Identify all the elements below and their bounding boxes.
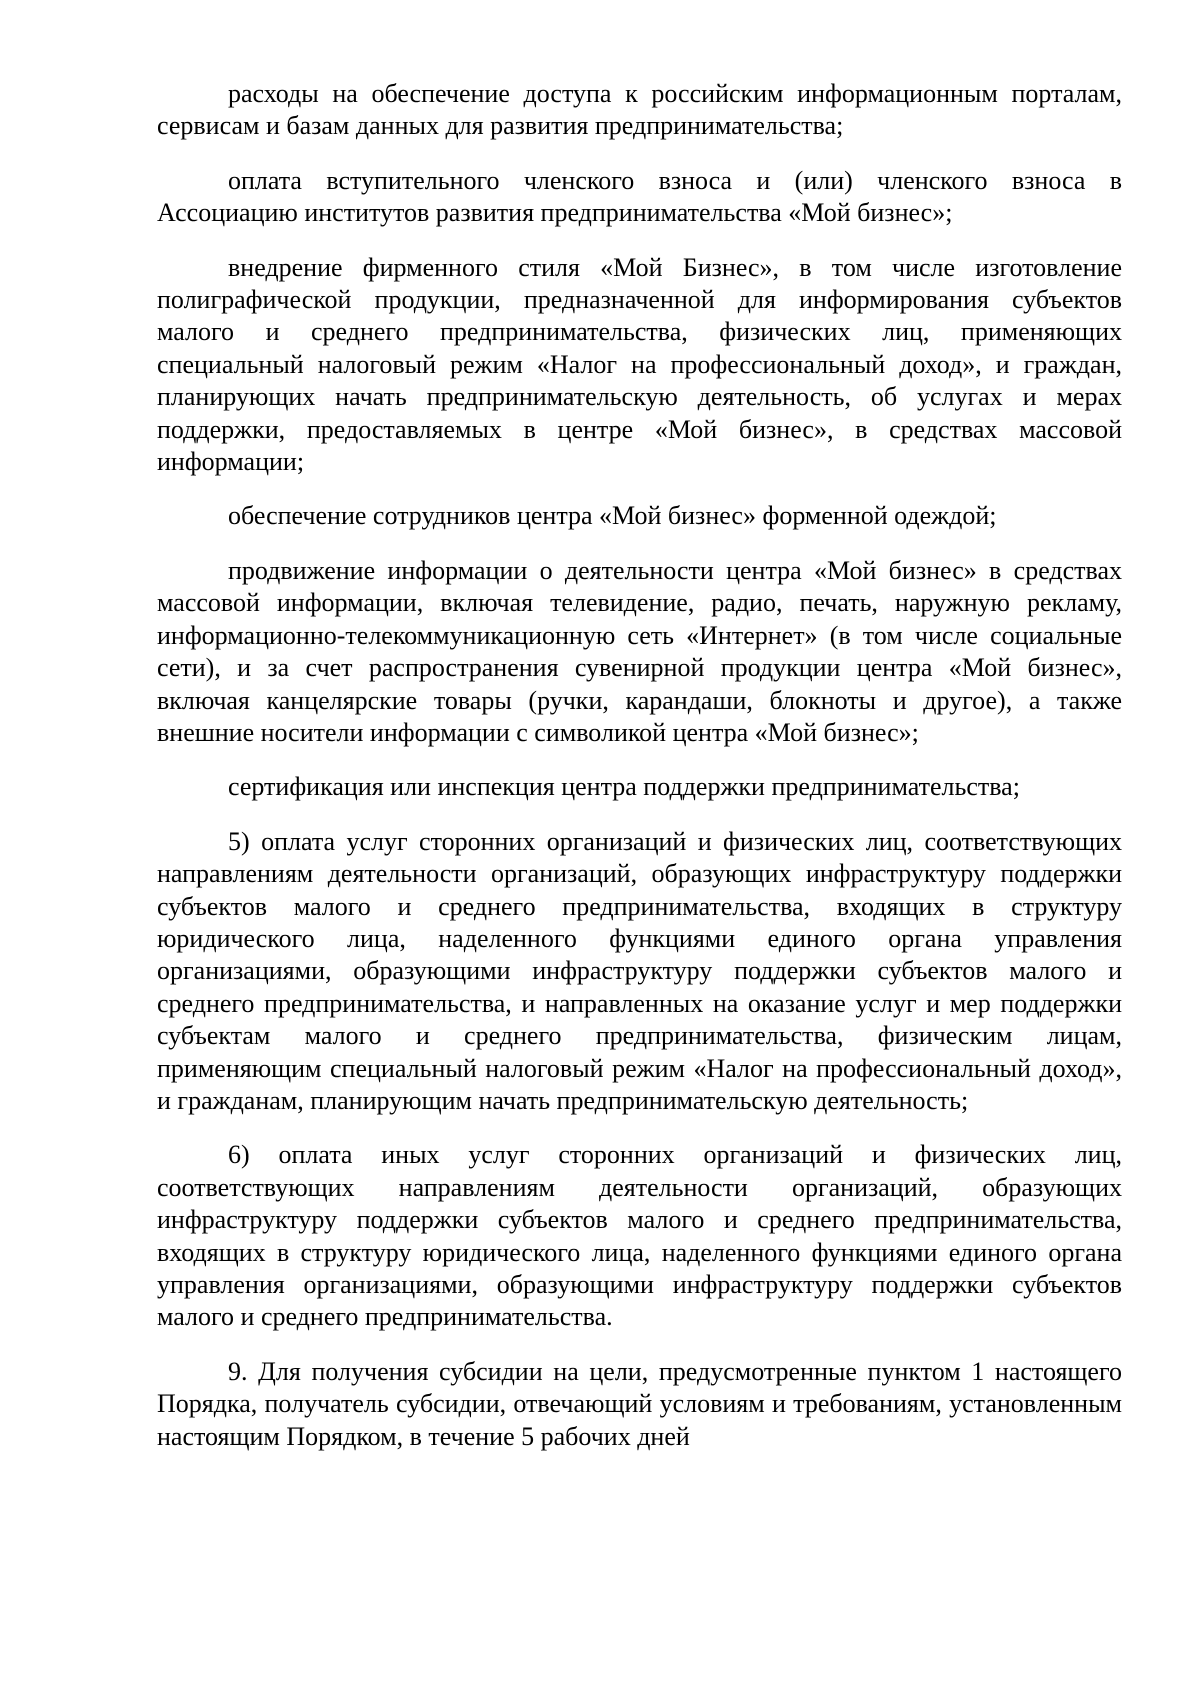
paragraph-media-promotion: продвижение информации о деятельности центра «Мой бизнес» в средствах массовой информации, включая телевидение, радио, печать, наружную рекламу, информационно-телекоммуникационную сеть «Интернет» (в том числе социальные сети), и за счет распространения сувенирной продукции центра «Мой бизнес», включая канцелярские товары (ручки, карандаши, блокноты и другое), а также внешние носители информации с символикой центра «Мой бизнес»; <box>157 555 1122 747</box>
paragraph-information-portals-expenses: расходы на обеспечение доступа к российским информационным порталам, сервисам и базам данных для развития предпринимательства; <box>157 79 1122 141</box>
paragraph-staff-uniforms: обеспечение сотрудников центра «Мой бизнес» форменной одеждой; <box>228 501 997 531</box>
paragraph-membership-fee: оплата вступительного членского взноса и (или) членского взноса в Ассоциацию институтов развития предпринимательства «Мой бизнес»; <box>157 165 1122 228</box>
document-page <box>157 78 1122 1475</box>
paragraph-certification: сертификация или инспекция центра поддержки предпринимательства; <box>228 772 1020 802</box>
paragraph-clause-9: 9. Для получения субсидии на цели, предусмотренные пунктом 1 настоящего Порядка, получатель субсидии, отвечающий условиям и требованиям, установленным настоящим Порядком, в течение 5 рабочих дней <box>157 1356 1122 1451</box>
paragraph-item-6: 6) оплата иных услуг сторонних организаций и физических лиц, соответствующих направлениям деятельности организаций, образующих инфраструктуру поддержки субъектов малого и среднего предпринимательства, входящих в структуру юридического лица, наделенного функциями единого органа управления организациями, образующими инфраструктуру поддержки субъектов малого и среднего предпринимательства. <box>157 1140 1122 1332</box>
paragraph-corporate-style: внедрение фирменного стиля «Мой Бизнес», в том числе изготовление полиграфической продукции, предназначенной для информирования субъектов малого и среднего предпринимательства, физических лиц, применяющих специальный налоговый режим «Налог на профессиональный доход», и граждан, планирующих начать предпринимательскую деятельность, об услугах и мерах поддержки, предоставляемых в центре «Мой бизнес», в средствах массовой информации; <box>157 252 1122 477</box>
paragraph-item-5: 5) оплата услуг сторонних организаций и физических лиц, соответствующих направлениям деятельности организаций, образующих инфраструктуру поддержки субъектов малого и среднего предпринимательства, входящих в структуру юридического лица, наделенного функциями единого органа управления организациями, образующими инфраструктуру поддержки субъектов малого и среднего предпринимательства, и направленных на оказание услуг и мер поддержки субъектам малого и среднего предпринимательства, физическим лицам, применяющим специальный налоговый режим «Налог на профессиональный доход», и гражданам, планирующим начать предпринимательскую деятельность; <box>157 826 1122 1115</box>
